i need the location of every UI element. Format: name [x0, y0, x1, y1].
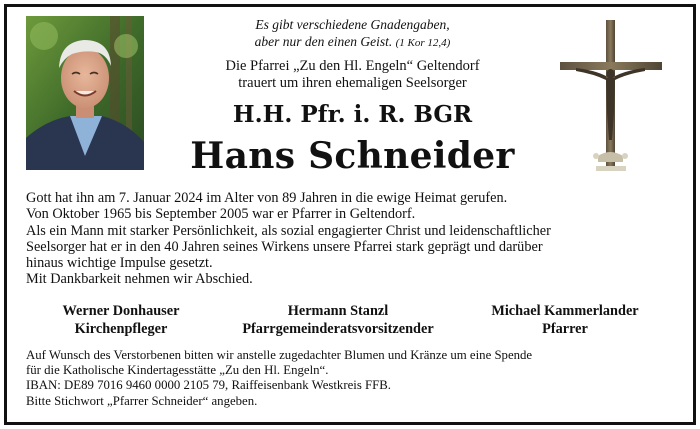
- signatory-name: Hermann Stanzl: [287, 303, 389, 319]
- signatory-3: [470, 303, 660, 338]
- signatory-name: Michael Kammerlander: [491, 303, 639, 319]
- signatory-role: Kirchenpfleger: [74, 320, 168, 337]
- footer-line-4: Bitte Stichwort „Pfarrer Schneider“ angeben.: [26, 393, 258, 408]
- parish-announcement: [175, 58, 530, 92]
- footer-line-1: Auf Wunsch des Verstorbenen bitten wir anstelle zugedachter Blumen und Kränze um eine Spende: [26, 348, 533, 362]
- donation-note: [26, 348, 676, 409]
- footer-line-3: IBAN: DE89 7016 9460 0000 2105 79, Raiffeisenbank Westkreis FFB.: [26, 378, 391, 393]
- signatory-role: Pfarrer: [542, 320, 588, 337]
- parish-line-1: Die Pfarrei „Zu den Hl. Engeln“ Geltendorf: [225, 58, 480, 74]
- parish-line-2: trauert um ihren ehemaligen Seelsorger: [238, 75, 467, 91]
- signatory-role: Pfarrgemeinderatsvorsitzender: [242, 320, 434, 337]
- footer-line-2: für die Katholische Kindertagesstätte „Zu den Hl. Engeln“.: [26, 363, 329, 378]
- obituary-body: [26, 190, 676, 288]
- body-line-6: Mit Dankbarkeit nehmen wir Abschied.: [26, 271, 253, 288]
- body-line-2: Von Oktober 1965 bis September 2005 war er Pfarrer in Geltendorf.: [26, 206, 416, 223]
- body-line-4: Seelsorger hat er in den 40 Jahren seines Wirkens unsere Pfarrei stark geprägt und darüber: [26, 238, 543, 255]
- quote-line-1: Es gibt verschiedene Gnadengaben,: [255, 17, 450, 32]
- body-line-3: Als ein Mann mit starker Persönlichkeit, als sozial engagierter Christ und leidenschaftlicher: [26, 222, 551, 239]
- quote-reference: (1 Kor 12,4): [395, 37, 451, 49]
- signatory-name: Werner Donhauser: [62, 303, 180, 319]
- bible-quote: [175, 16, 530, 52]
- deceased-name: Hans Schneider: [190, 135, 515, 177]
- body-line-5: hinaus wichtige Impulse gesetzt.: [26, 255, 213, 272]
- crucifix-icon: [556, 16, 666, 176]
- quote-text: aber nur den einen Geist.: [254, 34, 393, 49]
- portrait-photo: [26, 16, 144, 170]
- body-line-1: Gott hat ihn am 7. Januar 2024 im Alter von 89 Jahren in die ewige Heimat gerufen.: [26, 190, 508, 206]
- quote-line-2: [175, 33, 530, 52]
- signatory-1: [36, 303, 206, 338]
- signatory-2: [220, 303, 456, 338]
- deceased-rank: H.H. Pfr. i. R. BGR: [232, 101, 473, 128]
